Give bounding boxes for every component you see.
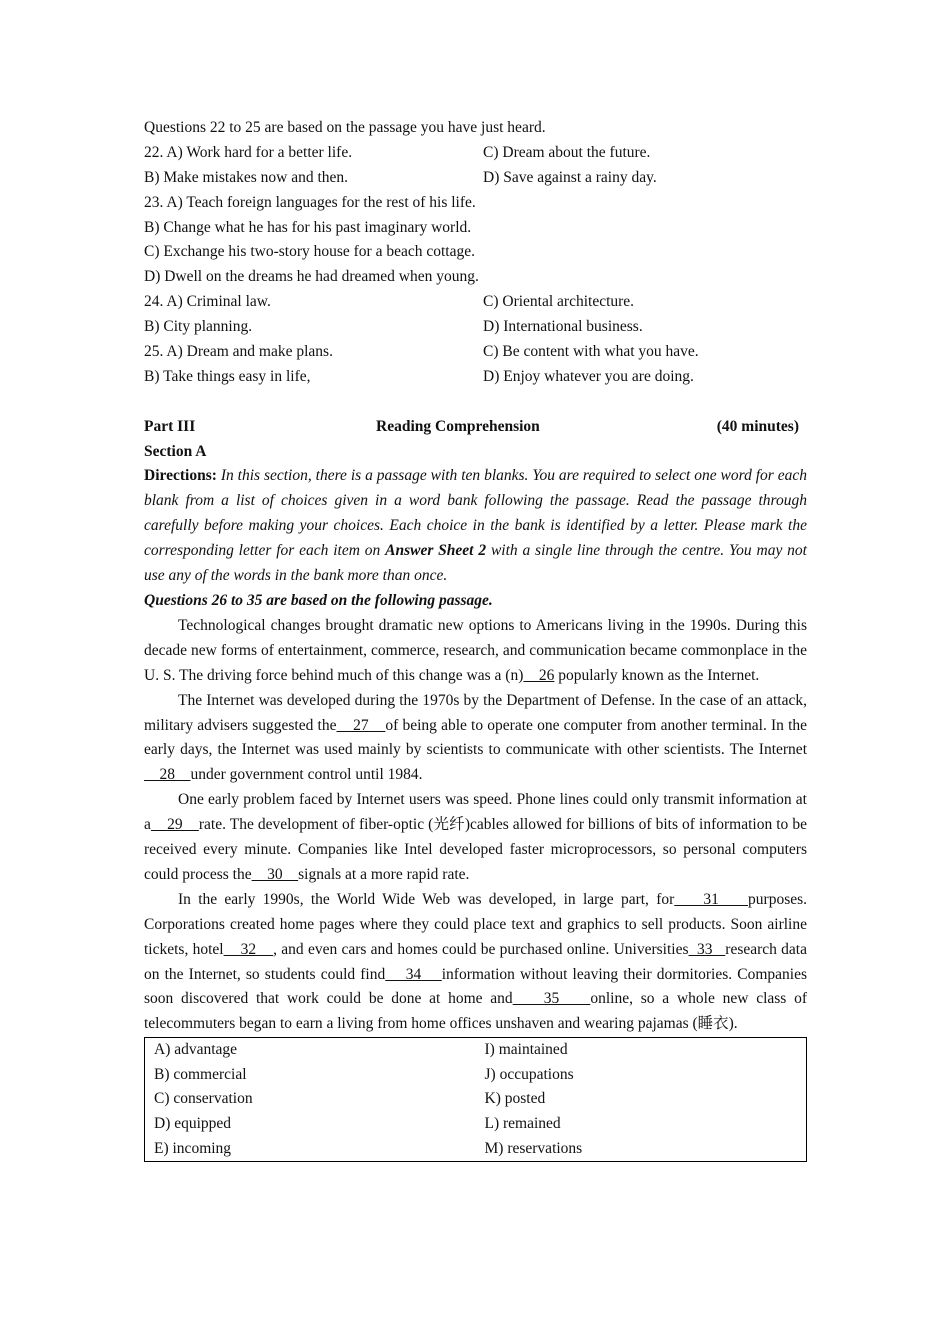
word-bank-row [145, 1063, 807, 1088]
word-bank-item: B) commercial [154, 1065, 247, 1083]
q23-option-b: B) Change what he has for his past imaginary world. [144, 218, 472, 236]
blank-28: 28 [144, 766, 191, 784]
passage-text: popularly known as the Internet. [558, 666, 760, 684]
word-bank-item: L) remained [484, 1115, 561, 1133]
q25-row2 [144, 365, 807, 390]
passage-text: , and even cars and homes could be purchased online. Universities [273, 940, 689, 958]
q24-option-a: 24. A) Criminal law. [144, 293, 271, 311]
passage-text: signals at a more rapid rate. [298, 865, 470, 883]
listening-intro: Questions 22 to 25 are based on the passage you have just heard. [144, 119, 546, 136]
part-title: Reading Comprehension [376, 417, 540, 435]
blank-35: 35 [512, 990, 591, 1008]
directions-text-2: with a single line through the centre. You may not use any of the words in the bank more than once. [144, 542, 807, 585]
word-bank-item: M) reservations [484, 1139, 583, 1157]
q22-option-a: 22. A) Work hard for a better life. [144, 143, 353, 161]
passage-text: Technological changes brought dramatic new options to Americans living in the 1990s. During this decade new forms of entertainment, commerce, research, and communication became commonplace in the U. S. The driving force behind much of this change was a (n) [144, 616, 807, 684]
word-bank-row [145, 1137, 807, 1162]
part-label: Part III [144, 417, 196, 435]
q22-option-b: B) Make mistakes now and then. [144, 168, 349, 186]
passage-paragraph-1 [144, 614, 807, 689]
q23-option-d: D) Dwell on the dreams he had dreamed when young. [144, 268, 479, 286]
q22-option-d: D) Save against a rainy day. [483, 168, 657, 186]
exam-page [144, 116, 807, 1162]
q25-option-b: B) Take things easy in life, [144, 367, 311, 385]
passage-text: research data on the Internet, so students could find [144, 940, 807, 983]
word-bank-item: I) maintained [484, 1041, 568, 1059]
word-bank-row [145, 1087, 807, 1112]
passage-paragraph-2 [144, 689, 807, 789]
q25-option-a: 25. A) Dream and make plans. [144, 343, 333, 361]
word-bank-item: A) advantage [154, 1041, 238, 1059]
word-bank-row [145, 1112, 807, 1137]
q24-option-b: B) City planning. [144, 318, 253, 336]
word-bank [144, 1037, 807, 1162]
word-bank-item: D) equipped [154, 1115, 232, 1133]
blank-26: 26 [523, 666, 555, 684]
q22-option-c: C) Dream about the future. [483, 143, 651, 161]
passage-text: information without leaving their dormitories. Companies soon discovered that work could be done at home and [144, 965, 808, 1008]
passage-paragraph-3 [144, 788, 807, 888]
q22-row1 [144, 141, 807, 166]
word-bank-item: E) incoming [154, 1139, 232, 1157]
blank-31: 31 [674, 890, 749, 908]
part3-header [144, 415, 807, 440]
passage-text: under government control until 1984. [190, 766, 423, 784]
blank-33: 33 [688, 940, 726, 958]
section-spacer [144, 390, 807, 415]
section-label: Section A [144, 442, 207, 460]
q25-row1 [144, 340, 807, 365]
passage-text: of being able to operate one computer from another terminal. In the early days, the Internet was used mainly by scientists to communicate with other scientists. The Internet [144, 716, 808, 759]
part-time: (40 minutes) [716, 417, 799, 435]
word-bank-item: J) occupations [484, 1065, 574, 1083]
q25-option-d: D) Enjoy whatever you are doing. [483, 367, 694, 385]
passage-text: One early problem faced by Internet users was speed. Phone lines could only transmit information at a [144, 791, 807, 834]
passage-paragraph-4 [144, 888, 807, 1037]
directions [144, 464, 807, 589]
blank-34: 34 [385, 965, 442, 983]
passage-text: rate. The development of fiber-optic (光纤)cables allowed for billions of bits of information to be received every minute. Companies like Intel developed faster microprocessors, so personal computers could process the [144, 816, 807, 883]
passage-text: purposes. Corporations created home pages where they could place text and graphics to sell products. Soon airline tickets, hotel [144, 890, 808, 958]
answer-sheet-label: Answer Sheet 2 [385, 542, 487, 560]
blank-27: 27 [336, 716, 386, 734]
q24-option-d: D) International business. [483, 318, 643, 336]
q22-row2 [144, 166, 807, 191]
directions-label: Directions: [144, 467, 217, 485]
word-bank-item: K) posted [484, 1090, 546, 1108]
word-bank-row [145, 1038, 807, 1063]
blank-32: 32 [223, 940, 274, 958]
q25-option-c: C) Be content with what you have. [483, 343, 699, 361]
q24-row1 [144, 290, 807, 315]
word-bank-item: C) conservation [154, 1090, 253, 1108]
blank-30: 30 [251, 865, 299, 883]
blank-29: 29 [150, 816, 199, 834]
questions-intro: Questions 26 to 35 are based on the following passage. [144, 592, 493, 609]
passage-text: The Internet was developed during the 1970s by the Department of Defense. In the case of an attack, military advisers suggested the [144, 691, 807, 734]
q23-option-c: C) Exchange his two-story house for a beach cottage. [144, 243, 475, 261]
q24-row2 [144, 315, 807, 340]
q24-option-c: C) Oriental architecture. [483, 293, 635, 311]
passage-text: online, so a whole new class of telecommuters began to earn a living from home offices unshaven and wearing pajamas (睡衣). [144, 990, 808, 1033]
q23-option-a: 23. A) Teach foreign languages for the rest of his life. [144, 193, 476, 211]
directions-text-1: In this section, there is a passage with ten blanks. You are required to select one word for each blank from a list of choices given in a word bank following the passage. Read the passage through carefully before making your choices. Each choice in the bank is identified by a letter. Please mark the corresponding letter for each item on [144, 467, 808, 560]
passage-text: In the early 1990s, the World Wide Web was developed, in large part, for [178, 890, 675, 908]
